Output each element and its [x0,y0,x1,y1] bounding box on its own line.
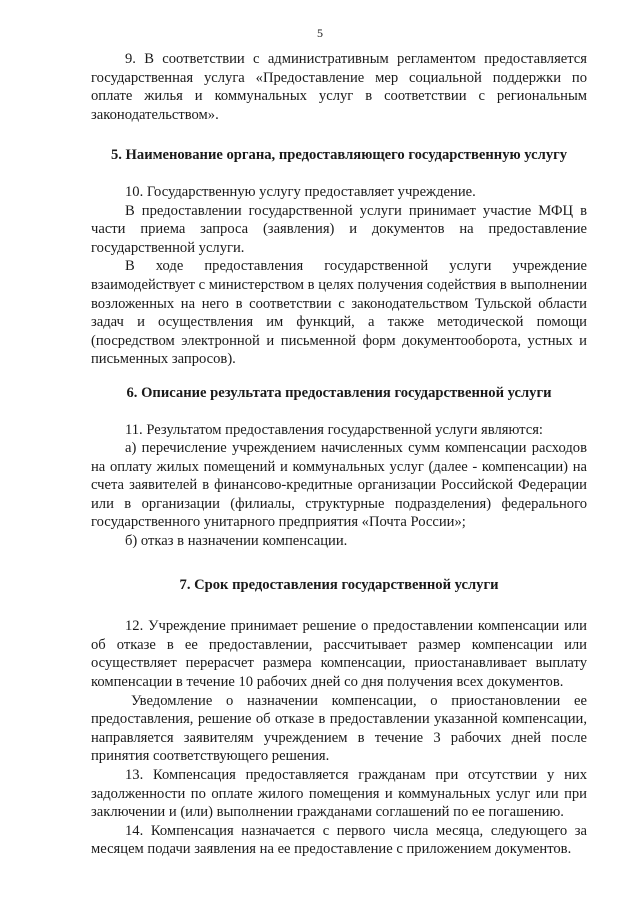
paragraph-12: 12. Учреждение принимает решение о предоставлении компенсации или об отказе в ее предоставлении, рассчитывает размер компенсации или осуществляет перерасчет размера компенсации, приостанавливает выплату компенсации в течение 10 рабочих дней со дня получения всех документов. [91,618,587,691]
paragraph-11: 11. Результатом предоставления государственной услуги являются: [125,421,543,438]
section-heading-7: 7. Срок предоставления государственной услуги [179,576,499,593]
paragraph-11-a: а) перечисление учреждением начисленных сумм компенсации расходов на оплату жилых помещений и коммунальных услуг (далее - компенсации) на счета заявителей в финансово-кредитные организации Российской Федерации или в организации (филиалы, структурные подразделения) федерального государственного унитарного предприятия «Почта России»; [91,440,587,531]
paragraph-11-b: б) отказ в назначении компенсации. [125,533,348,550]
paragraph-13: 13. Компенсация предоставляется гражданам при отсутствии у них задолженности по оплате жилого помещения и коммунальных услуг или при заключении и (или) выполнении гражданами соглашений по ее погашению. [91,767,587,821]
page-number: 5 [317,26,323,40]
paragraph-12-notification: Уведомление о назначении компенсации, о приостановлении ее предоставления, решение об отказе в предоставлении указанной компенсации, направляется заявителям учреждением в течение 3 рабочих дней после принятия соответствующего решения. [91,692,587,765]
paragraph-9: 9. В соответствии с административным регламентом предоставляется государственная услуга «Предоставление мер социальной поддержки по оплате жилья и коммунальных услуг в соответствии с региональным законодательством». [91,51,587,123]
paragraph-14: 14. Компенсация назначается с первого числа месяца, следующего за месяцем подачи заявления на ее предоставление с приложением документов. [91,822,587,858]
paragraph-10-interaction: В ходе предоставления государственной услуги учреждение взаимодействует с министерством в целях получения содействия в выполнении возложенных на него в соответствии с законодательством Тульской области задач и осуществления им функций, а также методической помощи (посредством электронной и письменной форм документооборота, устных и письменных запросов). [91,258,587,368]
section-heading-5: 5. Наименование органа, предоставляющего государственную услугу [110,147,568,164]
section-heading-6: 6. Описание результата предоставления государственной услуги [126,384,552,401]
paragraph-10-mfc: В предоставлении государственной услуги принимает участие МФЦ в части приема запроса (заявления) и документов на предоставление государственной услуги. [91,202,587,256]
document-body [91,50,587,859]
paragraph-10: 10. Государственную услугу предоставляет учреждение. [125,183,476,200]
